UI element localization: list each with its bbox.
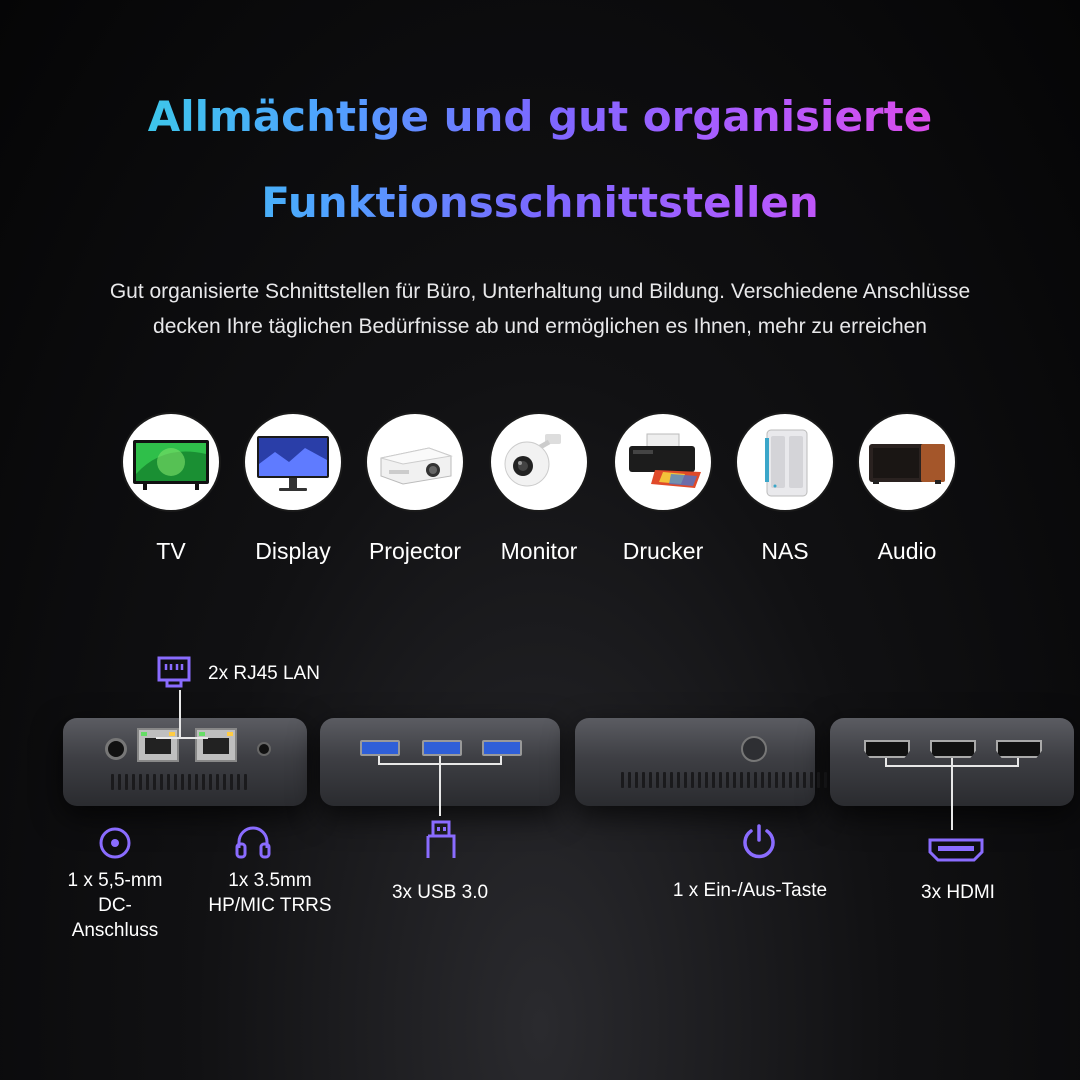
device-label: Monitor — [500, 538, 578, 564]
usb-icon — [424, 820, 458, 866]
intro-line-2: decken Ihre täglichen Bedürfnisse ab und ermöglichen es Ihnen, mehr zu erreichen — [153, 315, 927, 338]
rj45-port — [137, 728, 179, 762]
device-audio — [852, 414, 962, 565]
ethernet-icon — [157, 656, 191, 694]
hdmi-icon — [928, 838, 984, 866]
hdmi-connector-line — [1017, 758, 1019, 766]
audio-jack-port — [257, 742, 271, 756]
audio-label — [200, 868, 340, 918]
usb-connector-line — [500, 756, 502, 764]
intro-text — [40, 274, 1040, 344]
intro-line-1: Gut organisierte Schnittstellen für Büro, Unterhaltung und Bildung. Verschiedene Anschlüsse — [109, 280, 971, 303]
device-label: TV — [156, 538, 186, 564]
hdmi-connector-line — [951, 758, 953, 830]
hdmi-port — [930, 740, 976, 758]
device-tv — [116, 414, 226, 565]
power-button[interactable] — [741, 736, 767, 762]
audio-label-line-1: 1x 3.5mm — [228, 870, 312, 891]
dc-port — [105, 738, 127, 760]
hdmi-label: 3x HDMI — [921, 882, 995, 903]
camera-icon — [491, 414, 587, 510]
dc-label — [60, 868, 170, 943]
lan-connector-line — [179, 690, 181, 738]
usb-label: 3x USB 3.0 — [391, 882, 489, 903]
projector-icon — [367, 414, 463, 510]
usb-port — [422, 740, 462, 756]
power-icon — [740, 822, 778, 864]
display-icon — [245, 414, 341, 510]
nas-icon — [737, 414, 833, 510]
device-nas — [730, 414, 840, 565]
device-projector — [360, 414, 470, 565]
power-label: 1 x Ein-/Aus-Taste — [672, 880, 828, 901]
device-printer — [608, 414, 718, 565]
device-label: Projector — [368, 538, 462, 564]
lan-connector-line — [156, 737, 208, 739]
device-label: Drucker — [622, 538, 704, 564]
vent — [621, 772, 834, 788]
device-label: NAS — [761, 538, 809, 564]
usb-connector-line — [439, 756, 441, 816]
tv-icon — [123, 414, 219, 510]
printer-icon — [615, 414, 711, 510]
dc-label-line-1: 1 x 5,5-mm — [67, 870, 163, 891]
headline-line-2: Funktionsschnittstellen — [0, 178, 1080, 227]
headline-line-1: Allmächtige und gut organisierte — [0, 92, 1080, 141]
device-monitor — [484, 414, 594, 565]
hdmi-port — [864, 740, 910, 758]
audio-label-line-2: HP/MIC TRRS — [208, 895, 332, 916]
device-label: Display — [255, 538, 331, 564]
dc-label-line-2: DC-Anschluss — [71, 895, 159, 941]
usb-port — [482, 740, 522, 756]
speaker-icon — [859, 414, 955, 510]
lan-label: 2x RJ45 LAN — [208, 663, 320, 684]
mini-pc-back — [63, 718, 307, 806]
device-display — [238, 414, 348, 565]
hdmi-port — [996, 740, 1042, 758]
usb-port — [360, 740, 400, 756]
device-label: Audio — [877, 538, 937, 564]
headphones-icon — [234, 824, 272, 864]
rj45-port — [195, 728, 237, 762]
vent — [111, 774, 247, 790]
mini-pc-front — [575, 718, 815, 806]
dc-port-icon — [98, 826, 132, 864]
